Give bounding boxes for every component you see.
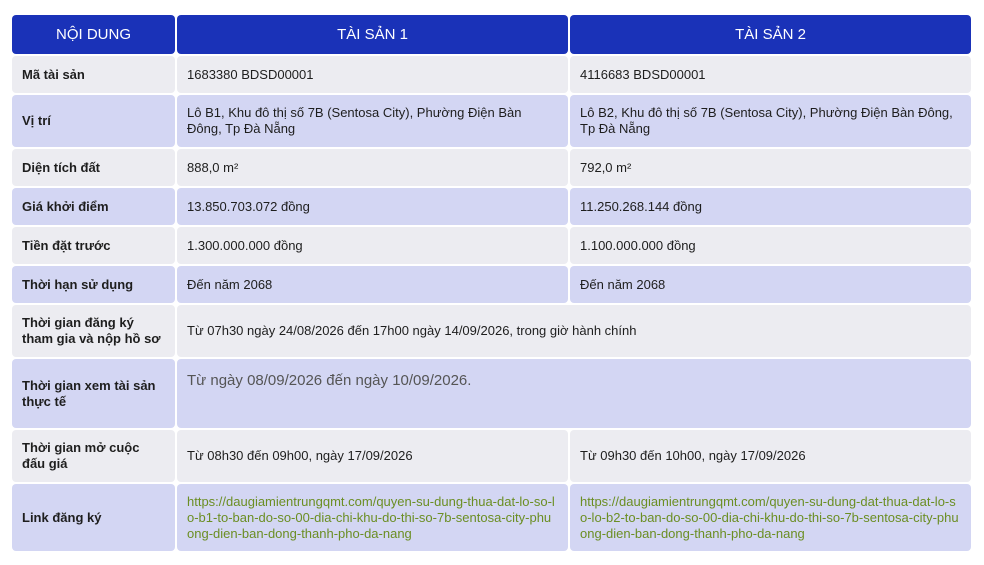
table-row (12, 266, 971, 303)
cell-asset-2: Lô B2, Khu đô thị số 7B (Sentosa City), Phường Điện Bàn Đông, Tp Đà Nẵng (570, 95, 971, 147)
table-row (12, 188, 971, 225)
registration-link-asset-1[interactable]: https://daugiamientrungqmt.com/quyen-su-dung-thua-dat-lo-so-lo-b1-to-ban-do-so-00-dia-chi-khu-do-thi-so-7b-sentosa-city-phuong-dien-ban-dong-thanh-pho-da-nang (187, 493, 555, 541)
cell-asset-2: 4116683 BDSD00001 (570, 56, 971, 93)
cell-asset-1: 1683380 BDSD00001 (177, 56, 568, 93)
table-row (12, 56, 971, 93)
table-row (12, 227, 971, 264)
table-row (12, 305, 971, 357)
row-label: Thời gian mở cuộc đấu giá (12, 430, 175, 482)
cell-asset-1: Lô B1, Khu đô thị số 7B (Sentosa City), Phường Điện Bàn Đông, Tp Đà Nẵng (177, 95, 568, 147)
row-label: Link đăng ký (12, 484, 175, 551)
row-label: Giá khởi điểm (12, 188, 175, 225)
table-row (12, 359, 971, 428)
table-row (12, 95, 971, 147)
cell-asset-1: 888,0 m² (177, 149, 568, 186)
cell-asset-2: 792,0 m² (570, 149, 971, 186)
cell-asset-1: 13.850.703.072 đồng (177, 188, 568, 225)
cell-asset-2 (570, 484, 971, 551)
cell-asset-2: Đến năm 2068 (570, 266, 971, 303)
table-row (12, 484, 971, 551)
cell-asset-2: Từ 09h30 đến 10h00, ngày 17/09/2026 (570, 430, 971, 482)
row-label: Tiền đặt trước (12, 227, 175, 264)
asset-table (12, 15, 971, 553)
header-noi-dung: NỘI DUNG (12, 15, 175, 54)
cell-asset-1: Từ 08h30 đến 09h00, ngày 17/09/2026 (177, 430, 568, 482)
row-label: Diện tích đất (12, 149, 175, 186)
cell-asset-2: 1.100.000.000 đồng (570, 227, 971, 264)
cell-asset-2: 11.250.268.144 đồng (570, 188, 971, 225)
row-label: Thời gian đăng ký tham gia và nộp hồ sơ (12, 305, 175, 357)
cell-asset-1 (177, 484, 568, 551)
header-tai-san-1: TÀI SẢN 1 (177, 15, 568, 54)
table-header (12, 15, 971, 54)
header-tai-san-2: TÀI SẢN 2 (570, 15, 971, 54)
cell-asset-1: Đến năm 2068 (177, 266, 568, 303)
cell-asset-1: 1.300.000.000 đồng (177, 227, 568, 264)
cell-merged: Từ ngày 08/09/2026 đến ngày 10/09/2026. (177, 359, 971, 428)
row-label: Mã tài sản (12, 56, 175, 93)
registration-link-asset-2[interactable]: https://daugiamientrungqmt.com/quyen-su-dung-dat-thua-dat-lo-so-lo-b2-to-ban-do-so-00-dia-chi-khu-do-thi-so-7b-sentosa-city-phuong-dien-ban-dong-thanh-pho-da-nang (580, 493, 959, 541)
table-row (12, 149, 971, 186)
row-label: Thời gian xem tài sản thực tế (12, 359, 175, 428)
table-row (12, 430, 971, 482)
row-label: Vị trí (12, 95, 175, 147)
row-label: Thời hạn sử dụng (12, 266, 175, 303)
cell-merged: Từ 07h30 ngày 24/08/2026 đến 17h00 ngày 14/09/2026, trong giờ hành chính (177, 305, 971, 357)
